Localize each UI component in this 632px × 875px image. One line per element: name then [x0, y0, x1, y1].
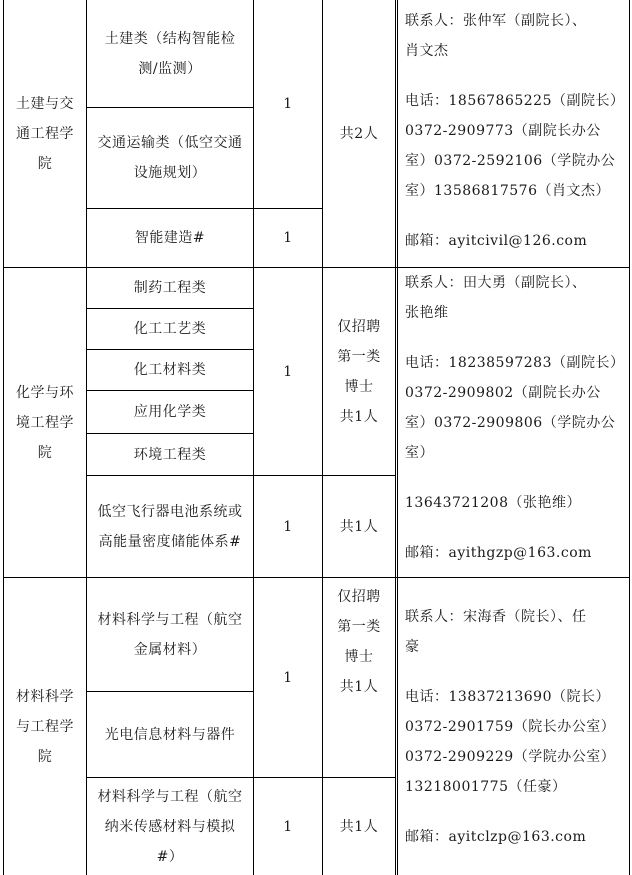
- email-address: 邮箱：ayithgzp@163.com: [405, 545, 592, 561]
- major-cell: 制药工程类: [133, 280, 207, 296]
- college-name: 材料科学与工程学院: [16, 688, 74, 765]
- major-cell: 应用化学类: [133, 404, 207, 420]
- email-address: 邮箱：ayitcivil@126.com: [405, 233, 588, 249]
- contact-info: 联系人：田大勇（副院长）、 张艳维 电话：18238597283（副院长） 0372-2909802（副院长办公 室）0372-2909806（学院办公 室） 13643721208（张艳维） 邮箱：ayithgzp@163.com: [405, 268, 624, 568]
- major-cell: 材料科学与工程（航空纳米传感材料与模拟#）: [97, 788, 243, 865]
- major-cell: 材料科学与工程（航空金属材料）: [97, 611, 243, 658]
- quota-total: 共1人: [339, 518, 379, 535]
- major-cell: 土建类（结构智能检测/监测）: [104, 30, 236, 77]
- college-name: 土建与交通工程学院: [16, 95, 74, 172]
- quota-total: 共2人: [339, 125, 379, 142]
- position-count: 1: [283, 669, 293, 686]
- major-cell: 环境工程类: [133, 446, 207, 463]
- position-count: 1: [283, 230, 293, 246]
- major-cell: 低空飞行器电池系统或高能量密度储能体系#: [97, 503, 243, 550]
- position-count: 1: [283, 96, 293, 112]
- major-cell: 光电信息材料与器件: [104, 726, 236, 743]
- major-cell: 智能建造#: [134, 230, 206, 246]
- table-divider-quota: [395, 0, 396, 875]
- position-count: 1: [283, 363, 293, 380]
- table-border-right-a: [397, 0, 398, 875]
- college-name: 化学与环境工程学院: [16, 384, 74, 461]
- quota-note: 仅招聘第一类博士 共1人: [337, 318, 381, 425]
- quota-note: 仅招聘第一类博士 共1人: [337, 589, 381, 695]
- position-count: 1: [283, 818, 293, 835]
- contact-info: 联系人：张仲军（副院长）、 肖文杰 电话：18567865225（副院长） 0372-2909773（副院长办公 室）0372-2592106（学院办公 室）13586817576（肖文杰） 邮箱：ayitcivil@126.com: [405, 6, 624, 256]
- major-cell: 交通运输类（低空交通设施规划）: [97, 135, 243, 181]
- email-address: 邮箱：ayitclzp@163.com: [405, 829, 587, 845]
- position-count: 1: [283, 518, 293, 535]
- major-cell: 化工材料类: [133, 362, 207, 378]
- table-border-right-b: [629, 0, 630, 875]
- major-cell: 化工工艺类: [133, 321, 207, 337]
- quota-total: 共1人: [339, 818, 379, 835]
- contact-info: 联系人：宋海香（院长）、任 豪 电话：13837213690（院长） 0372-2901759（院长办公室） 0372-2909229（学院办公室） 13218001775（任豪） 邮箱：ayitclzp@163.com: [405, 602, 615, 852]
